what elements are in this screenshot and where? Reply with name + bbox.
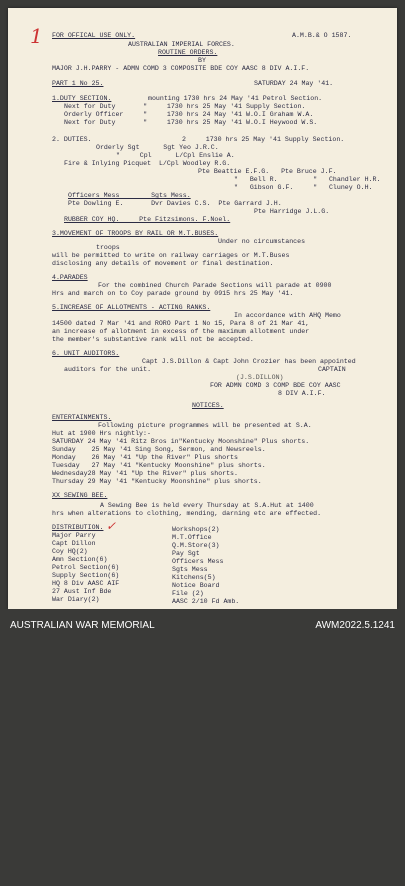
entertainments-intro: Hut at 1900 Hrs nightly:- — [52, 430, 151, 437]
section-2-row: 2 1730 hrs 25 May '41 Supply Section. — [182, 136, 345, 143]
sewing-bee-text: A Sewing Bee is held every Thursday at S.A.Hut at 1400 — [100, 502, 314, 509]
document-page — [8, 8, 397, 609]
distribution-item: Capt Dillon — [52, 540, 96, 547]
section-1-heading: 1.DUTY SECTION. — [52, 95, 112, 102]
section-5-heading: 5.INCREASE OF ALLOTMENTS - ACTING RANKS. — [52, 304, 211, 311]
section-4-heading: 4.PARADES — [52, 274, 88, 281]
distribution-item: Workshops(2) — [172, 526, 220, 533]
section-2-row: Officers Mess Sgts Mess. — [68, 192, 191, 199]
section-2-row: Pte Dowling E. Dvr Davies C.S. Pte Garrard J.H. — [68, 200, 282, 207]
distribution-item: Amn Section(6) — [52, 556, 108, 563]
sewing-bee-text: hrs when alterations to clothing, mending, darning etc are effected. — [52, 510, 322, 517]
part-number: PART 1 No 25. — [52, 80, 104, 87]
section-5-text: the member's substantive rank will not be accepted. — [52, 336, 254, 343]
section-3-heading: 3.MOVEMENT OF TROOPS BY RAIL OR M.T.BUSES. — [52, 230, 219, 237]
section-2-row: " Gibson G.F. " Cluney O.H. — [234, 184, 373, 191]
distribution-item: War Diary(2) — [52, 596, 100, 603]
org-title: AUSTRALIAN IMPERIAL FORCES. — [128, 41, 235, 48]
distribution-item: M.T.Office — [172, 534, 212, 541]
distribution-item: Supply Section(6) — [52, 572, 120, 579]
footer-id: AWM2022.5.1241 — [315, 620, 395, 631]
by-label: BY — [198, 57, 206, 64]
entertainment-row: Thursday 29 May '41 "Kentucky Moonshine" plus shorts. — [52, 478, 262, 485]
section-5-text: In accordance with AHQ Memo — [234, 312, 341, 319]
section-2-row: Pte Beattie E.F.G. Pte Bruce J.F. — [198, 168, 337, 175]
distribution-item: Q.M.Store(3) — [172, 542, 220, 549]
tick-mark: ✓ — [106, 519, 117, 533]
distribution-item: Petrol Section(6) — [52, 564, 120, 571]
distribution-item: HQ 8 Div AASC AIF — [52, 580, 120, 587]
routine-orders-text — [8, 8, 397, 609]
distribution-item: Coy HQ(2) — [52, 548, 88, 555]
distribution-item: Pay Sgt — [172, 550, 200, 557]
signature-unit: FOR ADMN COMD 3 COMP BDE COY AASC — [210, 382, 341, 389]
sewing-bee-heading: XX SEWING BEE. — [52, 492, 108, 499]
section-4-text: For the combined Church Parade Sections will parade at 0900 — [98, 282, 332, 289]
section-3-text: Under no circumstances — [218, 238, 306, 245]
footer-credit: AUSTRALIAN WAR MEMORIAL — [10, 620, 155, 631]
distribution-item: File (2) — [172, 590, 204, 597]
section-3-text: troops — [96, 244, 120, 251]
distribution-item: AASC 2/10 Fd Amb. — [172, 598, 240, 605]
signature-name: (J.S.DILLON) — [236, 374, 284, 381]
entertainments-heading: ENTERTAINMENTS. — [52, 414, 112, 421]
section-2-row: " Bell R. " Chandler H.R. — [234, 176, 381, 183]
section-2-row: " Cpl L/Cpl Enslie A. — [116, 152, 235, 159]
section-2-row: Orderly Sgt Sgt Yeo J.R.C. — [96, 144, 219, 151]
commander-line: MAJOR J.H.PARRY - ADMN COMD 3 COMPOSITE BDE COY AASC 8 DIV A.I.F. — [52, 65, 310, 72]
distribution-item: Major Parry — [52, 532, 96, 539]
entertainments-intro: Following picture programmes will be presented at S.A. — [98, 422, 312, 429]
handwritten-mark: 1 — [30, 24, 43, 48]
signature-division: 8 DIV A.I.F. — [278, 390, 326, 397]
footer-bar — [0, 609, 405, 653]
order-title: ROUTINE ORDERS. — [158, 49, 218, 56]
entertainment-row: SATURDAY 24 May '41 Ritz Bros in"Kentucky Moonshine" Plus shorts. — [52, 438, 310, 445]
distribution-item: Notice Board — [172, 582, 220, 589]
section-2-row: Fire & Inlying Picquet L/Cpl Woodley R.G. — [64, 160, 231, 167]
section-6-heading: 6. UNIT AUDITORS. — [52, 350, 120, 357]
section-2-row: RUBBER COY HQ. Pte Fitzsimons. F.Noel. — [64, 216, 231, 223]
entertainment-row: Monday 26 May '41 "Up the River" Plus shorts — [52, 454, 238, 461]
entertainment-row: Sunday 25 May '41 Sing Song, Sermon, and Newsreels. — [52, 446, 266, 453]
header-right: A.M.B.& O 1587. — [292, 32, 352, 39]
notices-title: NOTICES. — [192, 402, 224, 409]
section-1-row: Next for Duty " 1730 hrs 25 May '41 W.O.I Heywood W.S. — [64, 119, 318, 126]
section-6-text: Capt J.S.Dillon & Capt John Crozier has been appointed — [142, 358, 356, 365]
distribution-item: Kitchens(5) — [172, 574, 216, 581]
signature-rank: CAPTAIN — [318, 366, 346, 373]
distribution-item: Sgts Mess — [172, 566, 208, 573]
entertainment-row: Wednesday28 May '41 "Up the River" plus shorts. — [52, 470, 238, 477]
distribution-heading: DISTRIBUTION. — [52, 524, 104, 531]
section-3-text: will be permitted to write on railway carriages or M.T.Buses — [52, 252, 290, 259]
distribution-item: 27 Aust Inf Bde — [52, 588, 112, 595]
section-6-text: auditors for the unit. — [64, 366, 152, 373]
section-5-text: 14500 dated 7 Mar '41 and RORO Part 1 No 15, Para 8 of 21 Mar 41, — [52, 320, 310, 327]
section-1-row: mounting 1730 hrs 24 May '41 Petrol Section. — [148, 95, 323, 102]
section-2-heading: 2. DUTIES. — [52, 136, 92, 143]
order-date: SATURDAY 24 May '41. — [254, 80, 334, 87]
section-2-row: Pte Harridge J.L.G. — [254, 208, 330, 215]
header-left: FOR OFFICAL USE ONLY. — [52, 32, 136, 39]
section-3-text: disclosing any details of movement or final destination. — [52, 260, 274, 267]
section-5-text: an increase of allotment in excess of the maximum allotment under — [52, 328, 310, 335]
section-1-row: Next for Duty " 1730 hrs 25 May '41 Supply Section. — [64, 103, 306, 110]
section-4-text: Hrs and march on to Coy parade ground by 0915 hrs 25 May '41. — [52, 290, 294, 297]
entertainment-row: Tuesday 27 May '41 "Kentucky Moonshine" plus shorts. — [52, 462, 266, 469]
distribution-item: Officers Mess — [172, 558, 224, 565]
section-1-row: Orderly Officer " 1730 hrs 24 May '41 W.O.I Graham W.A. — [64, 111, 314, 118]
